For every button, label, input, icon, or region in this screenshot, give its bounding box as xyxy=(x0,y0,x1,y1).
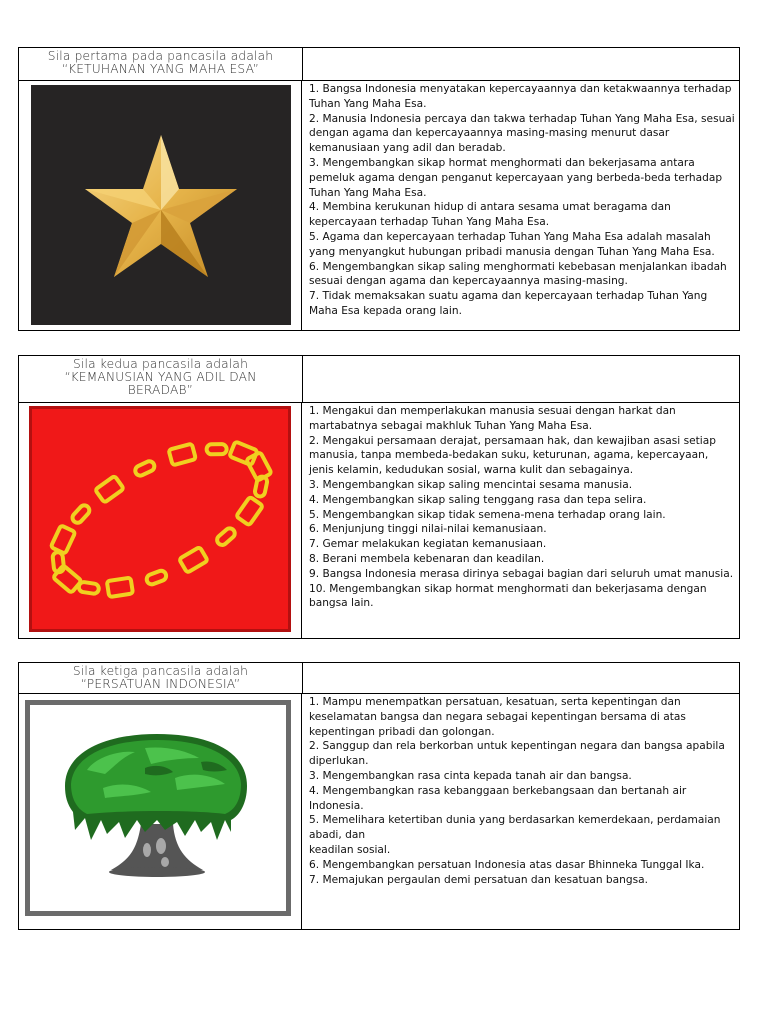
sila-2-point: 10. Mengembangkan sikap hormat menghormati dan bekerjasama dengan bangsa lain. xyxy=(309,582,707,610)
sila-2-emblem xyxy=(29,406,291,632)
sila-3-points xyxy=(303,694,739,929)
sila-2-points xyxy=(303,403,739,638)
sila-3-point: 1. Mampu menempatkan persatuan, kesatuan, serta kepentingan dan keselamatan bangsa dan negara sebagai kepentingan bersama di atas kepentingan pribadi dan golongan. xyxy=(309,696,686,738)
sila-2-title-line-2: “KEMANUSIAN YANG ADIL DAN xyxy=(64,370,257,384)
sila-3-point: keadilan sosial. xyxy=(309,843,391,856)
sila-1-point: 7. Tidak memaksakan suatu agama dan kepercayaan terhadap Tuhan Yang Maha Esa kepada orang lain. xyxy=(309,290,708,317)
sila-1-table xyxy=(18,47,740,331)
sila-2-point: 1. Mengakui dan memperlakukan manusia sesuai dengan harkat dan martabatnya sebagai makhluk Tuhan Yang Maha Esa. xyxy=(309,405,676,432)
chain-icon xyxy=(29,406,291,632)
sila-1-points xyxy=(303,81,739,330)
sila-2-table xyxy=(18,355,740,639)
sila-2-point: 3. Mengembangkan sikap saling mencintai sesama manusia. xyxy=(309,478,633,491)
sila-3-title-line-2: “PERSATUAN INDONESIA” xyxy=(80,677,241,691)
sila-2-title-line-3: BERADAB” xyxy=(127,383,194,397)
sila-1-title xyxy=(19,48,303,80)
sila-3-emblem xyxy=(25,700,291,916)
sila-2-header-row xyxy=(19,356,739,403)
sila-1-header-row xyxy=(19,48,739,81)
sila-1-title-line-1: Sila pertama pada pancasila adalah xyxy=(47,49,274,63)
sila-1-point: 2. Manusia Indonesia percaya dan takwa terhadap Tuhan Yang Maha Esa, sesuai dengan agama dan kepercayaannya masing-masing menurut dasar kemanusiaan yang adil dan beradab. xyxy=(309,112,735,155)
sila-3-point: 6. Mengembangkan persatuan Indonesia atas dasar Bhinneka Tunggal Ika. xyxy=(309,858,705,871)
sila-2-point: 4. Mengembangkan sikap saling tenggang rasa dan tepa selira. xyxy=(309,493,647,506)
banyan-tree-icon xyxy=(25,700,291,916)
sila-3-point: 2. Sanggup dan rela berkorban untuk kepentingan negara dan bangsa apabila diperlukan. xyxy=(309,740,725,768)
sila-2-emblem-cell xyxy=(19,403,302,638)
sila-2-point: 9. Bangsa Indonesia merasa dirinya sebagai bagian dari seluruh umat manusia. xyxy=(309,567,734,580)
sila-3-header-row xyxy=(19,663,739,694)
sila-2-title xyxy=(19,356,303,402)
sila-2-point: 2. Mengakui persamaan derajat, persamaan hak, dan kewajiban asasi setiap manusia, tanpa membeda-bedakan suku, keturunan, agama, kepercayaan, jenis kelamin, kedudukan sosial, warna kulit dan sebagainya. xyxy=(309,434,716,477)
sila-3-title-line-1: Sila ketiga pancasila adalah xyxy=(72,664,249,678)
sila-2-point: 8. Berani membela kebenaran dan keadilan. xyxy=(309,552,545,565)
star-icon xyxy=(31,85,291,325)
sila-2-title-line-1: Sila kedua pancasila adalah xyxy=(73,357,248,371)
sila-1-point: 3. Mengembangkan sikap hormat menghormati dan bekerjasama antara pemeluk agama dengan penganut kepercayaan yang berbeda-beda terhadap Tuhan Yang Maha Esa. xyxy=(309,156,723,199)
sila-1-point: 4. Membina kerukunan hidup di antara sesama umat beragama dan kepercayaan terhadap Tuhan Yang Maha Esa. xyxy=(309,201,671,229)
sila-1-title-line-2: “KETUHANAN YANG MAHA ESA” xyxy=(61,62,260,76)
sila-2-point: 5. Mengembangkan sikap tidak semena-mena terhadap orang lain. xyxy=(309,508,666,521)
sila-1-point: 5. Agama dan kepercayaan terhadap Tuhan Yang Maha Esa adalah masalah yang menyangkut hubungan pribadi manusia dengan Tuhan Yang Maha Esa. xyxy=(309,230,715,258)
sila-1-point: 1. Bangsa Indonesia menyatakan kepercayaannya dan ketakwaannya terhadap Tuhan Yang Maha Esa. xyxy=(309,83,732,110)
sila-3-emblem-cell xyxy=(19,694,302,929)
sila-3-point: 3. Mengembangkan rasa cinta kepada tanah air dan bangsa. xyxy=(309,769,632,782)
sila-3-point: 4. Mengembangkan rasa kebanggaan berkebangsaan dan bertanah air Indonesia. xyxy=(309,784,687,812)
sila-1-emblem xyxy=(31,85,291,325)
sila-1-point: 6. Mengembangkan sikap saling menghormati kebebasan menjalankan ibadah sesuai dengan agama dan kepercayaannya masing-masing. xyxy=(309,260,727,288)
sila-3-table xyxy=(18,662,740,930)
sila-3-point: 5. Memelihara ketertiban dunia yang berdasarkan kemerdekaan, perdamaian abadi, dan xyxy=(309,814,721,842)
sila-1-emblem-cell xyxy=(19,81,302,330)
sila-2-point: 7. Gemar melakukan kegiatan kemanusiaan. xyxy=(309,538,547,551)
sila-3-point: 7. Memajukan pergaulan demi persatuan dan kesatuan bangsa. xyxy=(309,873,648,886)
sila-2-point: 6. Menjunjung tinggi nilai-nilai kemanusiaan. xyxy=(309,523,547,536)
sila-3-title xyxy=(19,663,303,693)
